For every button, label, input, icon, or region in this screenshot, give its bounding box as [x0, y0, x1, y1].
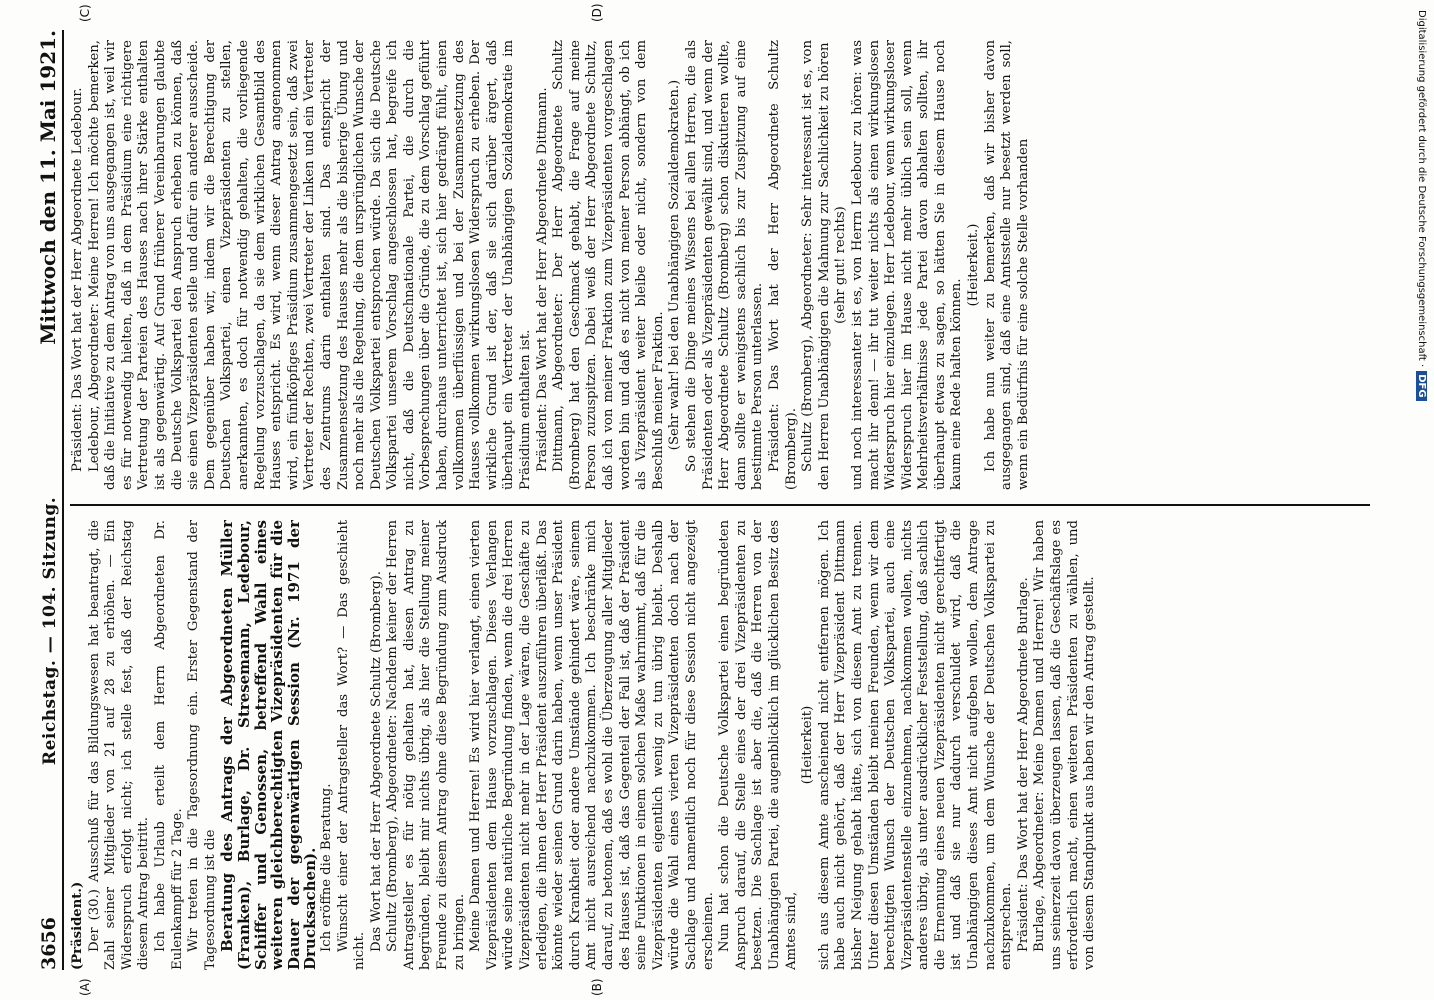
speech: Schultz (Bromberg), Abgeordneter: Nachdem keiner der Herren Antragsteller es für nötig gehalten hat, diesen Antrag zu begründen, bleibt mir nichts übrig, als hier die Stellung meiner Freunde zu diesem Antrag ohne diese Begründung zum Ausdruck zu bringen.: [385, 520, 467, 970]
credit-text: Digitalisierung gefördert durch die Deutsche Forschungsgemeinschaft ·: [1416, 10, 1428, 368]
speech: sich aus diesem Amte anscheinend nicht entfernen mögen. Ich habe auch nicht gehört, daß der Herr Vizepräsident Dittmann bisher Neigung gehabt hätte, sich von diesem Amt zu trennen. Unter diesen Umständen bleibt meinen Freunden, wenn wir dem berechtigten Wunsch der Deutschen Volkspartei, auch eine Vizepräsidentenstelle einzunehmen, nachkommen wollen, nichts anderes übrig, als unter ausdrücklicher Feststellung, daß sachlich die Ernennung eines neuen Vizepräsidenten nicht gerechtfertigt ist und daß sie nur dadurch verschuldet wird, daß die Unabhängigen dieses Amt nicht aufgeben wollen, dem Antrage nachzukommen, um dem Wunsche der Deutschen Volkspartei zu entsprechen.: [816, 520, 1015, 970]
page-number: 3656: [38, 917, 60, 970]
column-divider: [70, 504, 1370, 506]
margin-marker-a: (A): [78, 978, 92, 996]
interjection: (Heiterkeit): [800, 705, 816, 785]
left-column: [70, 520, 1370, 970]
speech: Ledebour, Abgeordneter: Meine Herren! Ich möchte bemerken, daß die Initiative zu dem Antrag von uns ausgegangen ist, weil wir es für notwendig hielten, daß in dem Präsidium eine richtigere Vertretung der Parteien des Hauses nach ihrer Stärke enthalten ist als gegenwärtig. Auf Grund früherer Vereinbarungen glaubte die Deutsche Volkspartei den Anspruch erheben zu können, daß sie einen Vizepräsidenten stelle und dafür ein anderer ausscheide. Dem gegenüber haben wir, indem wir die Berechtigung der Deutschen Volkspartei, einen Vizepräsidenten zu stellen, anerkannten, es doch für notwendig gehalten, die vorliegende Regelung vorzuschlagen, da sie dem wirklichen Gesamtbild des Hauses entspricht. Es wird, wenn dieser Antrag angenommen wird, ein fünfköpfiges Präsidium zusammengesetzt sein, daß zwei Vertreter der Rechten, zwei Vertreter der Linken und ein Vertreter des Zentrums darin enthalten sind. Das entspricht der Zusammensetzung des Hauses mehr als die bisherige Übung und noch mehr als die Regelung, die dem ursprünglichen Wunsche der Deutschen Volkspartei entsprochen würde. Da sich die Deutsche Volkspartei unserem Vorschlag angeschlossen hat, begreife ich nicht, daß die Deutschnationale Partei, die durch die Vorbesprechungen über die Gründe, die zu dem Vorschlag geführt haben, durchaus unterrichtet ist, sich hier gedrängt fühlt, einen vollkommen überflüssigen und bei der Zusammensetzung des Hauses vollkommen wirkungslosen Widerspruch zu erheben. Der wirkliche Grund ist der, daß sie sich darüber ärgert, daß überhaupt ein Vertreter der Unabhängigen Sozialdemokratie im Präsidium enthalten ist.: [86, 40, 534, 490]
speech: So stehen die Dinge meines Wissens bei allen Herren, die als Präsidenten oder als Vizepräsidenten gewählt sind, und wenn der Herr Abgeordnete Schultz (Bromberg) schon diskutieren wollte, dann sollte er wenigstens sachlich bis zur Zuspitzung auf eine bestimmte Person unterlassen.: [683, 40, 766, 490]
paragraph: Das Wort hat der Herr Abgeordnete Schultz (Bromberg).: [368, 571, 384, 952]
speech: Meine Damen und Herren! Es wird hier verlangt, einen vierten Vizepräsidenten dem Hause vorzuschlagen. Dieses Verlangen würde seine natürliche Begründung finden, wenn die drei Herren Vizepräsidenten nicht mehr in der Lage wären, die Geschäfte zu erledigen, die ihnen der Herr Präsident auszuführen überläßt. Das könnte wieder seinen Grund darin haben, wenn unser Präsident durch Krankheit oder andere Umstände gehindert wäre, seinem Amt nicht ausreichend nachzukommen. Ich beschränke mich darauf, zu betonen, daß es wohl die Überzeugung aller Mitglieder des Hauses ist, daß das Gegenteil der Fall ist, daß der Präsident seine Funktionen in einem solchen Maße wahrnimmt, daß für die Vizepräsidenten eigentlich wenig zu tun übrig bleibt. Deshalb würde die Wahl eines vierten Vizepräsidenten doch nach der Sachlage und namentlich noch für diese Session nicht angezeigt erscheinen.: [468, 520, 716, 970]
speech: Ich habe nun weiter zu bemerken, daß wir bisher davon ausgegangen sind, daß eine Amtsstelle nur besetzt werden soll, wenn ein Bedürfnis für eine solche Stelle vorhanden: [982, 40, 1031, 490]
agenda-item: Beratung des Antrags der Abgeordneten Müller (Franken), Burlage, Dr. Stresemann, Ledebour, Schiffer und Genossen, betreffend Wahl eines weiteren gleichberechtigten Vizepräsidenten für die Dauer der gegenwärtigen Session (Nr. 1971 der Drucksachen).: [218, 520, 320, 970]
right-column: [70, 40, 1370, 490]
paragraph: Ich eröffne die Beratung.: [318, 783, 334, 952]
paragraph: Wir treten in die Tagesordnung ein. Erster Gegenstand der Tagesordnung ist die: [186, 520, 218, 970]
digitization-credit: [1414, 10, 1432, 990]
paragraph: Der (30.) Ausschuß für das Bildungswesen hat beantragt, die Zahl seiner Mitglieder von 21 auf 28 zu erhöhen. — Ein Widerspruch erfolgt nicht; ich stelle fest, daß der Reichstag diesem Antrag beitritt.: [86, 520, 152, 970]
paragraph: (Präsident.): [70, 881, 85, 970]
president-statement: Präsident: Das Wort hat der Herr Abgeordnete Schultz (Bromberg).: [766, 40, 799, 490]
margin-marker-d: (D): [590, 3, 604, 22]
speech: Burlage, Abgeordneter: Meine Damen und Herren! Wir haben uns seinerzeit davon überzeugen lassen, daß die Geschäftslage es erforderlich macht, einen weiteren Präsidenten zu wählen, und von diesem Standpunkt aus haben wir den Antrag gestellt.: [1032, 520, 1098, 970]
interjection: (sehr gut! rechts): [833, 206, 849, 324]
president-statement: Präsident: Das Wort hat der Herr Abgeordnete Burlage.: [1015, 577, 1031, 952]
president-statement: Präsident: Das Wort hat der Herr Abgeordnete Dittmann.: [534, 87, 550, 472]
rotated-protocol-page: [30, 3, 1380, 996]
margin-marker-c: (C): [78, 4, 92, 22]
speech: Nun hat schon die Deutsche Volkspartei einen begründeten Anspruch darauf, die Stelle eines der drei Vizepräsidenten zu besetzen. Die Sachlage ist aber die, daß die Herren von der Unabhängigen Partei, die augenblicklich im glücklichen Besitz des Amtes sind,: [717, 520, 799, 970]
president-statement: Präsident: Das Wort hat der Herr Abgeordnete Ledebour.: [70, 87, 85, 472]
page-header: [30, 30, 64, 970]
dfg-logo-icon: DFG: [1417, 371, 1428, 400]
speech: Dittmann, Abgeordneter: Der Herr Abgeordnete Schultz (Bromberg) hat den Geschmack gehabt, die Frage auf meine Person zuzuspitzen. Dabei weiß der Herr Abgeordnete Schultz, daß ich von meiner Fraktion zum Vizepräsidenten vorgeschlagen worden bin und daß es nicht von meiner Person abhängt, ob ich als Vizepräsident weiter bleibe oder nicht, sondern von dem Beschluß meiner Fraktion.: [551, 40, 666, 490]
paragraph: Wünscht einer der Antragsteller das Wort? — Das geschieht nicht.: [335, 520, 368, 970]
interjection: (Heiterkeit.): [966, 223, 982, 307]
margin-marker-b: (B): [590, 978, 604, 996]
interjection: (Sehr wahr! bei den Unabhängigen Sozialdemokraten.): [667, 79, 683, 451]
speech: Schultz (Bromberg), Abgeordneter: Sehr interessant ist es, von den Herren Unabhängigen die Mahnung zur Sachlichkeit zu hören: [800, 40, 832, 490]
session-date: Mittwoch den 11. Mai 1921.: [36, 30, 60, 345]
session-title: Reichstag. — 104. Sitzung.: [40, 496, 60, 766]
speech: und noch interessanter ist es, von Herrn Ledebour zu hören: was macht ihr denn! — ihr tut weiter nichts als einen wirkungslosen Widerspruch hier einzulegen. Herr Ledebour, wenn wirkungsloser Widerspruch hier im Hause nicht mehr üblich sein soll, wenn Mehrheitsverhältnisse jede Partei davon abhalten sollten, ihr überhaupt etwas zu sagen, so hätten Sie in diesem Hause noch kaum eine Rede halten können.: [849, 40, 965, 490]
paragraph: Ich habe Urlaub erteilt dem Herrn Abgeordneten Dr. Eulenkampff für 2 Tage.: [152, 520, 185, 970]
